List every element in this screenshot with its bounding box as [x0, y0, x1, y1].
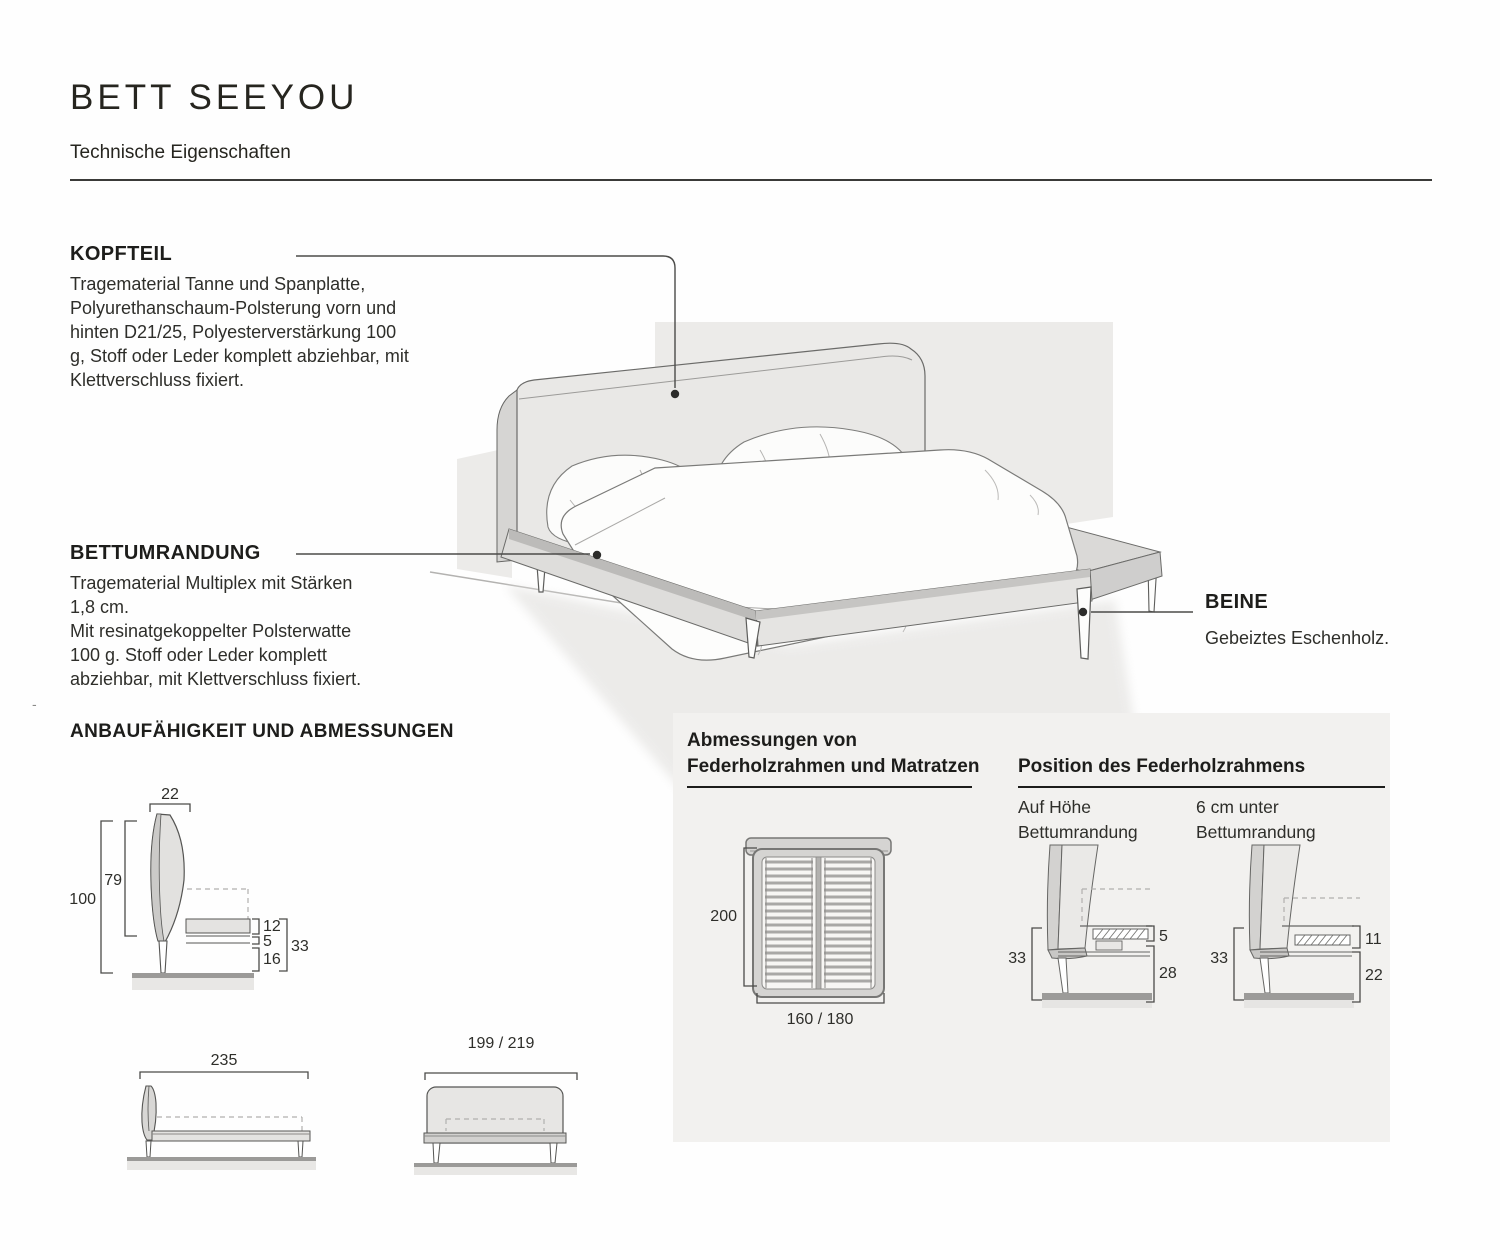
- dim-length-side: 235: [210, 1052, 238, 1069]
- mattress-dashed: [1082, 889, 1150, 925]
- dim-total-height: 100: [69, 891, 96, 908]
- mini-rail: [424, 1133, 566, 1143]
- dim-leg-height: 16: [263, 951, 281, 968]
- matratzen-heading-line2: Federholzrahmen und Matratzen: [687, 756, 980, 777]
- mini-leg-right: [298, 1141, 303, 1157]
- dim-frame-band: 12: [263, 918, 281, 935]
- dim-upper: 5: [1159, 928, 1168, 945]
- bracket-total: [1032, 928, 1042, 1000]
- beine-callout-dot: [1079, 608, 1087, 616]
- leg: [1058, 958, 1068, 993]
- bettumrandung-body-1: Tragematerial Multiplex mit Stärken 1,8 cm.: [70, 573, 353, 617]
- matratzen-heading-underline: [687, 786, 972, 788]
- beine-heading: BEINE: [1205, 591, 1269, 613]
- floor-shade: [1042, 1000, 1152, 1008]
- mini-leg-left: [433, 1143, 440, 1163]
- bracket-100: [101, 821, 113, 973]
- dim-gap: 5: [263, 933, 272, 950]
- dim-lower: 28: [1159, 965, 1177, 982]
- dim-frame-width: 160 / 180: [786, 1011, 854, 1028]
- dim-width-front: 199 / 219: [467, 1035, 535, 1052]
- dim-frame-length: 200: [710, 908, 737, 925]
- mini-leg-right: [550, 1143, 557, 1163]
- bracket-12: [252, 919, 259, 934]
- bracket-235: [140, 1072, 308, 1079]
- width-front-diagram: [400, 1025, 595, 1180]
- position-diagram-auf-hoehe: [1000, 840, 1185, 1015]
- mini-floor: [414, 1163, 577, 1167]
- dim-headboard-height: 79: [104, 872, 122, 889]
- mini-floor: [127, 1157, 316, 1161]
- kopfteil-heading: KOPFTEIL: [70, 243, 173, 265]
- rail-corner: [1250, 948, 1289, 959]
- bracket-upper: [1352, 926, 1360, 948]
- slat-frame-diagram: [695, 830, 905, 1030]
- kopfteil-callout-dot: [671, 390, 679, 398]
- bracket-5: [252, 937, 259, 944]
- header-divider: [70, 179, 1432, 181]
- corner-headboard-back: [1260, 845, 1300, 949]
- slat-frame-center-rail: [816, 857, 821, 989]
- kopfteil-body: Tragematerial Tanne und Spanplatte, Polyurethanschaum-Polsterung vorn und hinten D21/25, Polyesterverstärkung 100 g, Stoff oder Leder komplett abziehbar, mit Klettverschluss fixiert.: [70, 274, 409, 390]
- beine-body: Gebeiztes Eschenholz.: [1205, 628, 1390, 648]
- position-diagram-6cm-unter: [1195, 840, 1395, 1015]
- bettumrandung-heading: BETTUMRANDUNG: [70, 542, 261, 564]
- mini-floor-shade: [132, 978, 254, 990]
- variant1-label-line1: Auf Höhe: [1018, 797, 1091, 817]
- bracket-16: [252, 948, 259, 971]
- position-heading-underline: [1018, 786, 1385, 788]
- dim-total: 33: [1210, 950, 1228, 967]
- position-heading: Position des Federholzrahmens: [1018, 756, 1306, 777]
- mini-mattress-dashed: [187, 889, 248, 919]
- mini-floor-shade: [414, 1167, 577, 1175]
- dim-headboard-top-width: 22: [161, 786, 179, 803]
- page-title: BETT SEEYOU: [70, 78, 359, 117]
- mini-floor: [132, 973, 254, 978]
- variant2-label-line2: Bettumrandung: [1196, 822, 1316, 842]
- stray-mark: -: [32, 696, 37, 712]
- variant2-label-line1: 6 cm unter: [1196, 797, 1279, 817]
- mini-rail-lines: [186, 936, 250, 943]
- mini-mattress-dashed: [157, 1117, 302, 1131]
- bettumrandung-callout-dot: [593, 551, 601, 559]
- variant1-label-line2: Bettumrandung: [1018, 822, 1138, 842]
- dim-total: 33: [1008, 950, 1026, 967]
- bracket-79: [125, 821, 137, 936]
- matratzen-heading-line1: Abmessungen von: [687, 730, 857, 751]
- corner-headboard-back: [1058, 845, 1098, 949]
- abmessungen-heading: ANBAUFÄHIGKEIT UND ABMESSUNGEN: [70, 721, 454, 742]
- bracket-199-219: [425, 1073, 577, 1080]
- dim-lower: 22: [1365, 967, 1383, 984]
- mini-leg: [159, 941, 167, 973]
- leg: [1260, 958, 1270, 993]
- page-subtitle: Technische Eigenschaften: [70, 142, 291, 163]
- rail-corner: [1048, 948, 1087, 959]
- floor: [1244, 993, 1354, 1000]
- mini-rail: [152, 1131, 310, 1141]
- bracket-total: [1234, 928, 1244, 1000]
- mini-rail: [186, 919, 250, 933]
- bracket-22: [150, 804, 190, 812]
- mini-floor-shade: [127, 1161, 316, 1170]
- length-side-diagram: [120, 1040, 330, 1180]
- mini-leg-left: [146, 1141, 151, 1157]
- support-block: [1096, 941, 1122, 950]
- floor-shade: [1244, 1000, 1354, 1008]
- dim-upper: 11: [1365, 931, 1382, 948]
- bettumrandung-body-2: Mit resinatgekoppelter Polsterwatte 100 g. Stoff oder Leder komplett abziehbar, mit Klettverschluss fixiert.: [70, 621, 362, 689]
- mattress-dashed: [1284, 898, 1360, 925]
- side-detail-diagram: [30, 770, 320, 1005]
- floor: [1042, 993, 1152, 1000]
- dim-base-total: 33: [291, 938, 309, 955]
